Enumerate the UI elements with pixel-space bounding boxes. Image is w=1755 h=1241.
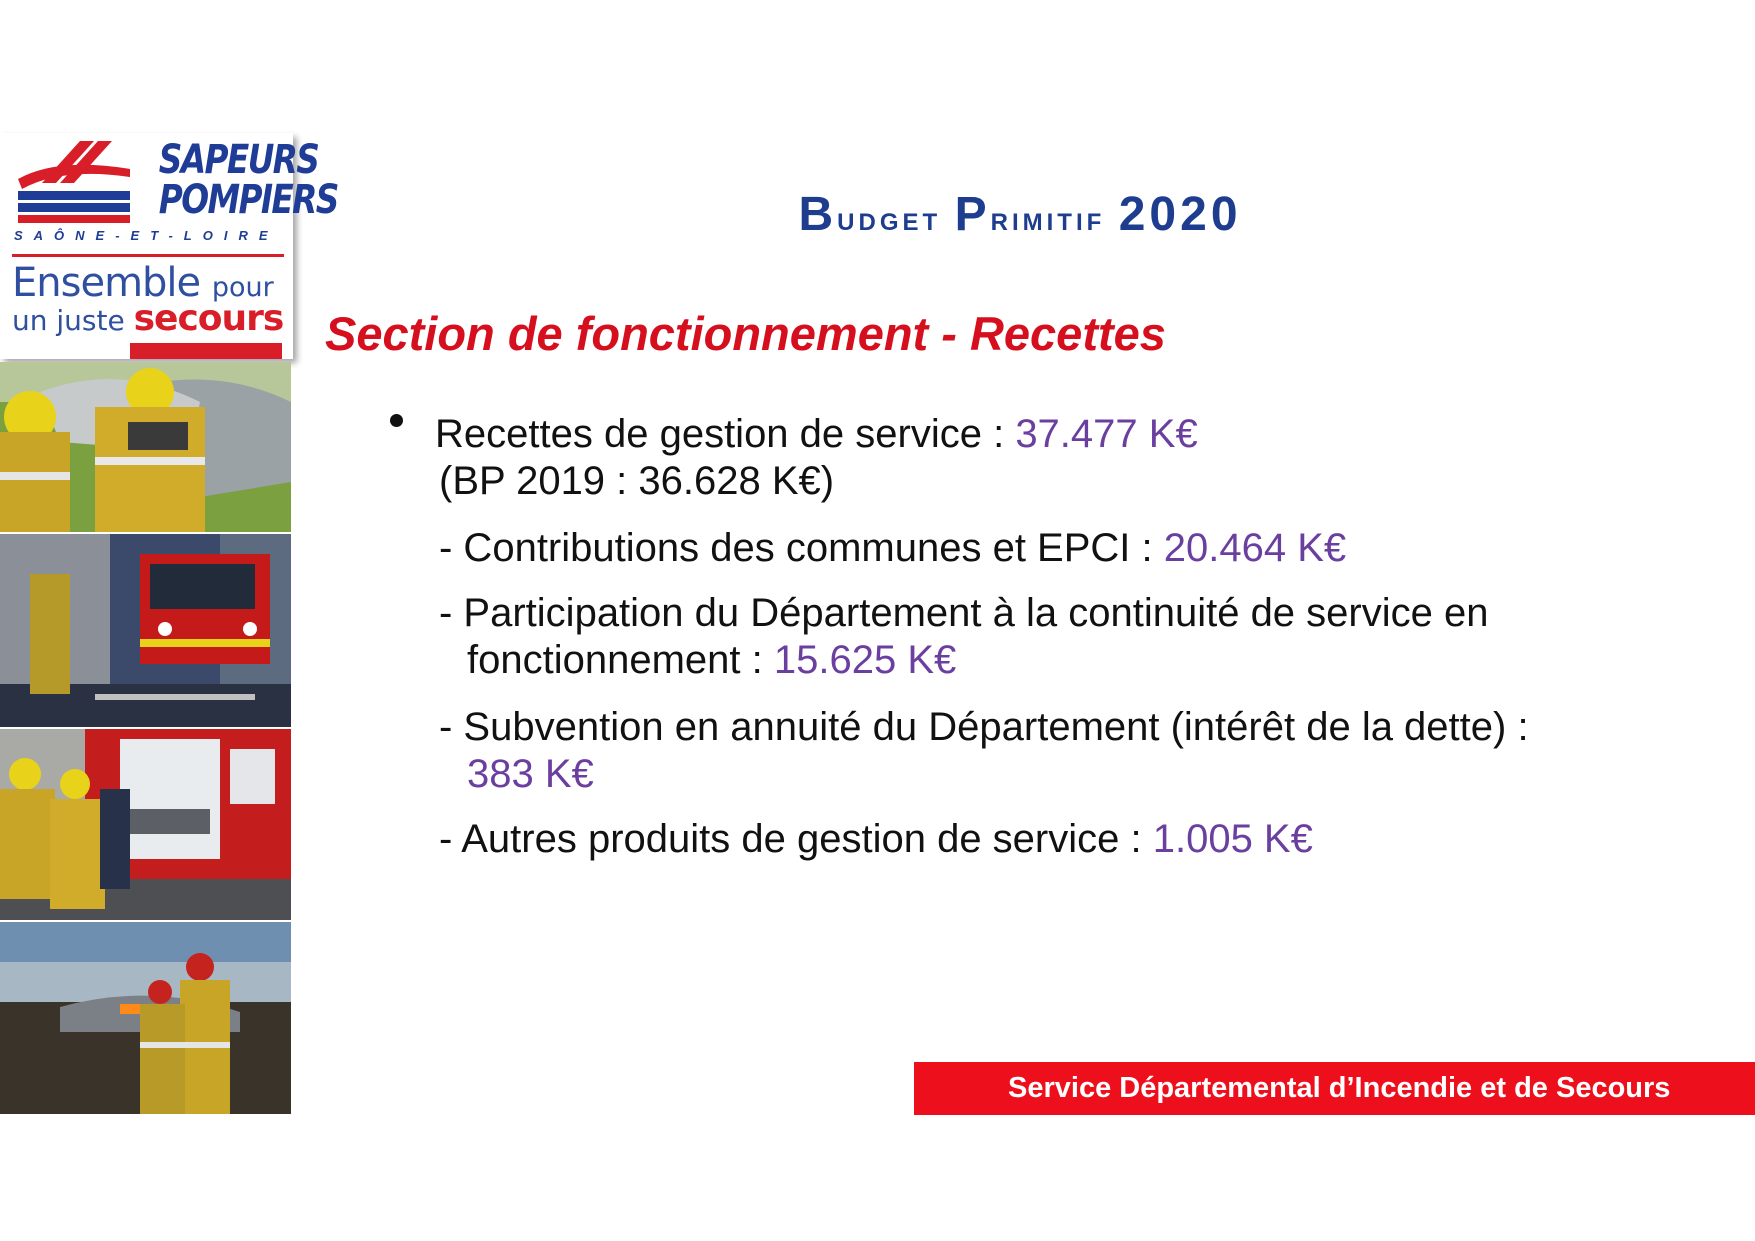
photo-rescue-car [0, 362, 291, 532]
logo-divider [12, 254, 284, 257]
sub-item-participation-line2 [467, 636, 956, 684]
footer-text: Service Départemental d’Incendie et de Secours [1008, 1072, 1671, 1104]
autres-produits-label: - Autres produits de gestion de service : [439, 817, 1153, 861]
participation-value: 15.625 K€ [773, 638, 957, 682]
sub-item-autres-produits [439, 815, 1313, 863]
logo-slogan-line2 [12, 298, 284, 339]
logo-region: SAÔNE-ET-LOIRE [14, 228, 279, 243]
logo-line-sapeurs: SAPEURS [158, 137, 319, 183]
title-year: 2020 [1118, 188, 1242, 241]
photo-fire-engine [0, 534, 291, 727]
bullet-icon [390, 414, 403, 427]
page-title [600, 186, 1440, 248]
slogan-secours: secours [133, 298, 284, 339]
title-rest-udget: udget [837, 200, 942, 238]
subvention-value: 383 K€ [467, 752, 594, 796]
contributions-label: - Contributions des communes et EPCI : [439, 526, 1164, 570]
logo-stripes-icon [18, 139, 130, 229]
logo-line-pompiers: POMPIERS [158, 177, 338, 223]
sub-item-participation-line1: - Participation du Département à la continuité de service en [439, 591, 1489, 635]
photo-brush-fire [0, 922, 291, 1114]
main-revenue-value: 37.477 K€ [1015, 412, 1198, 456]
section-title: Section de fonctionnement - Recettes [325, 307, 1166, 360]
title-letter-p: P [954, 188, 991, 241]
photo-ambulance [0, 729, 291, 920]
contributions-value: 20.464 K€ [1163, 526, 1347, 570]
sub-item-contributions [439, 524, 1346, 572]
autres-produits-value: 1.005 K€ [1152, 817, 1313, 861]
previous-budget-note: (BP 2019 : 36.628 K€) [439, 459, 835, 503]
slogan-pour: pour [211, 272, 274, 303]
sub-item-subvention-line1: - Subvention en annuité du Département (intérêt de la dette) : [439, 705, 1529, 749]
main-revenue-label: Recettes de gestion de service : [435, 412, 1016, 456]
participation-label: fonctionnement : [467, 638, 774, 682]
slogan-ensemble: Ensemble [12, 260, 201, 306]
logo-red-bar [130, 343, 282, 359]
sdis-logo [0, 133, 338, 359]
main-revenue-line [435, 410, 1198, 458]
footer-bar [914, 1062, 1755, 1115]
title-rest-rimitif: rimitif [990, 200, 1106, 238]
title-letter-b: B [798, 188, 838, 241]
slogan-un-juste: un juste [12, 304, 125, 337]
